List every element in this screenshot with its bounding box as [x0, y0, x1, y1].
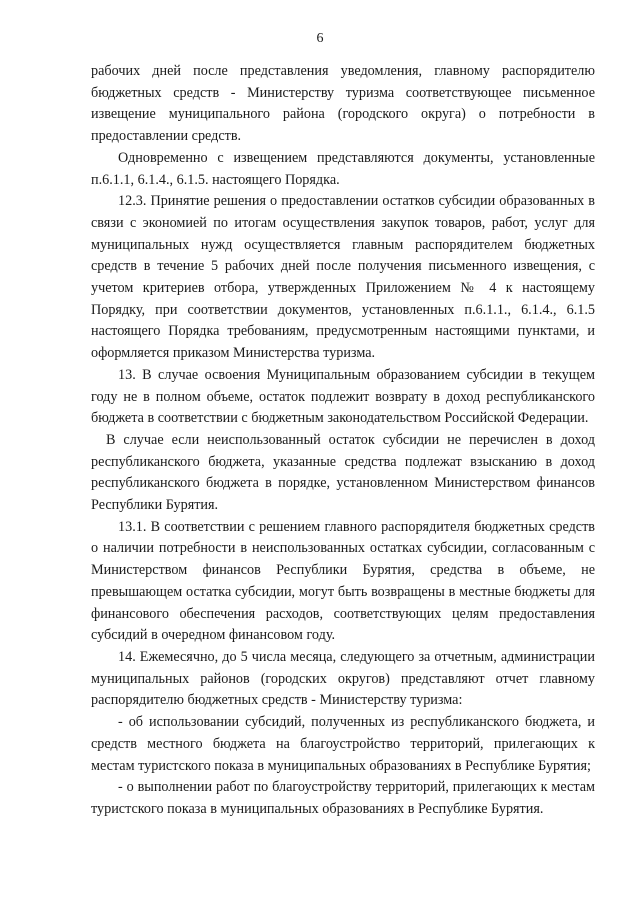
paragraph-12-3: 12.3. Принятие решения о предоставлении остатков субсидии образованных в связи с экономией по итогам осуществления закупок товаров, работ, услуг для муниципальных нужд осуществляется главным распорядителем бюджетных средств в течение 5 рабочих дней после получения письменного извещения, с учетом критериев отбора, утвержденных Приложением № 4 к настоящему Порядку, при соответствии документов, установленных п.6.1.1., 6.1.4., 6.1.5 настоящего Порядка требованиям, предусмотренным настоящими пунктами, и оформляется приказом Министерства туризма. [91, 193, 595, 362]
list-item-works-completion: - о выполнении работ по благоустройству территорий, прилегающих к местам туристского показа в муниципальных образованиях в Республике Бурятия. [91, 779, 595, 817]
paragraph-14: 14. Ежемесячно, до 5 числа месяца, следующего за отчетным, администрации муниципальных районов (городских округов) представляют отчет главному распорядителю бюджетных средств - Министерству туризма: [91, 648, 595, 709]
paragraph-documents: Одновременно с извещением представляются документы, установленные п.6.1.1, 6.1.4., 6.1.5. настоящего Порядка. [91, 149, 595, 188]
paragraph-13: 13. В случае освоения Муниципальным образованием субсидии в текущем году не в полном объеме, остаток подлежит возврату в доход республиканского бюджета в соответствии с бюджетным законодательством Российской Федерации. [91, 366, 595, 427]
document-body [91, 61, 595, 821]
list-item-subsidy-usage: - об использовании субсидий, полученных из республиканского бюджета, и средств местного бюджета на благоустройство территорий, прилегающих к местам туристского показа в муниципальных образованиях в Республике Бурятия; [91, 714, 595, 774]
paragraph-unused-balance: В случае если неиспользованный остаток субсидии не перечислен в доход республиканского бюджета, указанные средства подлежат взысканию в доход республиканского бюджета в порядке, установленном Министерством финансов Республики Бурятия. [91, 431, 595, 514]
paragraph-13-1: 13.1. В соответствии с решением главного распорядителя бюджетных средств о наличии потребности в неиспользованных остатках субсидии, согласованным с Министерством финансов Республики Бурятия, средства в объеме, не превышающем остатка субсидии, могут быть возвращены в местные бюджеты для финансового обеспечения расходов, соответствующих целям предоставления субсидий в очередном финансовом году. [91, 518, 595, 644]
paragraph-notice-continuation: рабочих дней после представления уведомления, главному распорядителю бюджетных средств - Министерству туризма соответствующее письменное извещение муниципального района (городского округа) о потребности в предоставлении средств. [91, 63, 595, 145]
page-number: 6 [316, 31, 324, 46]
